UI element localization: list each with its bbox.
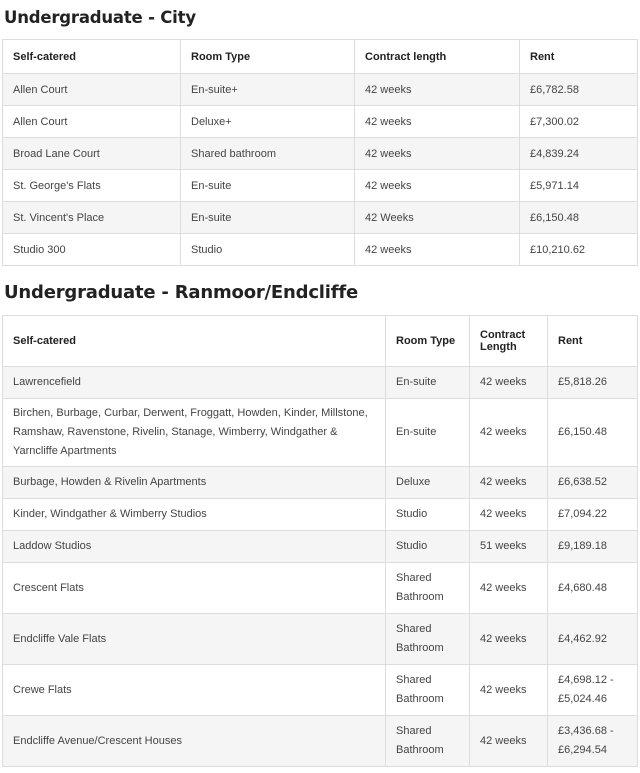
cell-hall: St. George's Flats [3, 170, 181, 202]
cell-contract: 42 Weeks [355, 202, 520, 234]
cell-room-type: Shared Bathroom [386, 614, 470, 665]
cell-hall: Allen Court [3, 106, 181, 138]
cell-contract: 42 weeks [470, 499, 548, 531]
cell-rent: £4,680.48 [548, 563, 638, 614]
table-row [3, 399, 638, 467]
cell-rent: £4,462.92 [548, 614, 638, 665]
table-row [3, 170, 638, 202]
table-row [3, 106, 638, 138]
cell-rent: £6,150.48 [548, 399, 638, 467]
cell-contract: 42 weeks [355, 170, 520, 202]
cell-contract: 42 weeks [355, 74, 520, 106]
cell-hall: Broad Lane Court [3, 138, 181, 170]
cell-rent: £5,971.14 [520, 170, 638, 202]
cell-rent: £6,638.52 [548, 467, 638, 499]
column-header: Rent [520, 40, 638, 74]
cell-contract: 42 weeks [355, 234, 520, 266]
cell-hall: Laddow Studios [3, 531, 386, 563]
column-header: Contract Length [470, 316, 548, 367]
cell-contract: 42 weeks [470, 665, 548, 716]
cell-room-type: En-suite [386, 399, 470, 467]
cell-hall: Birchen, Burbage, Curbar, Derwent, Froggatt, Howden, Kinder, Millstone, Ramshaw, Ravenstone, Rivelin, Stanage, Wimberry, Windgather & Yarncliffe Apartments [3, 399, 386, 467]
cell-rent: £4,839.24 [520, 138, 638, 170]
rent-table-ranmoor [2, 315, 638, 767]
table-row [3, 367, 638, 399]
cell-hall: Endcliffe Avenue/Crescent Houses [3, 716, 386, 767]
cell-room-type: En-suite [181, 202, 355, 234]
cell-room-type: Deluxe+ [181, 106, 355, 138]
table-row [3, 234, 638, 266]
table-row [3, 202, 638, 234]
cell-hall: Lawrencefield [3, 367, 386, 399]
table-row [3, 563, 638, 614]
cell-rent: £7,094.22 [548, 499, 638, 531]
table-header-row [3, 316, 638, 367]
cell-rent: £10,210.62 [520, 234, 638, 266]
cell-room-type: Studio [386, 531, 470, 563]
cell-room-type: Shared Bathroom [386, 665, 470, 716]
cell-room-type: Studio [386, 499, 470, 531]
cell-hall: Crewe Flats [3, 665, 386, 716]
table-row [3, 467, 638, 499]
table-row [3, 614, 638, 665]
cell-hall: Endcliffe Vale Flats [3, 614, 386, 665]
cell-contract: 42 weeks [355, 138, 520, 170]
cell-hall: Burbage, Howden & Rivelin Apartments [3, 467, 386, 499]
cell-rent: £7,300.02 [520, 106, 638, 138]
cell-rent: £6,150.48 [520, 202, 638, 234]
cell-contract: 42 weeks [355, 106, 520, 138]
column-header: Contract length [355, 40, 520, 74]
column-header: Room Type [386, 316, 470, 367]
table-row [3, 499, 638, 531]
cell-room-type: Shared Bathroom [386, 563, 470, 614]
column-header: Rent [548, 316, 638, 367]
cell-room-type: En-suite+ [181, 74, 355, 106]
table-row [3, 138, 638, 170]
cell-contract: 42 weeks [470, 367, 548, 399]
cell-contract: 51 weeks [470, 531, 548, 563]
table-row [3, 531, 638, 563]
table-row [3, 716, 638, 767]
cell-hall: Allen Court [3, 74, 181, 106]
cell-contract: 42 weeks [470, 399, 548, 467]
cell-room-type: Shared bathroom [181, 138, 355, 170]
column-header: Self-catered [3, 316, 386, 367]
cell-hall: Crescent Flats [3, 563, 386, 614]
rent-table-city [2, 39, 638, 266]
table-header-row [3, 40, 638, 74]
cell-hall: St. Vincent's Place [3, 202, 181, 234]
cell-rent: £6,782.58 [520, 74, 638, 106]
table-row [3, 665, 638, 716]
section-title-city: Undergraduate - City [4, 8, 196, 27]
cell-contract: 42 weeks [470, 563, 548, 614]
cell-hall: Kinder, Windgather & Wimberry Studios [3, 499, 386, 531]
cell-hall: Studio 300 [3, 234, 181, 266]
cell-contract: 42 weeks [470, 716, 548, 767]
column-header: Room Type [181, 40, 355, 74]
cell-contract: 42 weeks [470, 467, 548, 499]
cell-contract: 42 weeks [470, 614, 548, 665]
cell-room-type: Shared Bathroom [386, 716, 470, 767]
table-row [3, 74, 638, 106]
cell-room-type: Studio [181, 234, 355, 266]
cell-rent: £9,189.18 [548, 531, 638, 563]
cell-rent: £4,698.12 - £5,024.46 [548, 665, 638, 716]
cell-room-type: En-suite [181, 170, 355, 202]
column-header: Self-catered [3, 40, 181, 74]
cell-rent: £3,436.68 - £6,294.54 [548, 716, 638, 767]
cell-room-type: En-suite [386, 367, 470, 399]
cell-rent: £5,818.26 [548, 367, 638, 399]
section-title-ranmoor: Undergraduate - Ranmoor/Endcliffe [4, 282, 359, 303]
cell-room-type: Deluxe [386, 467, 470, 499]
